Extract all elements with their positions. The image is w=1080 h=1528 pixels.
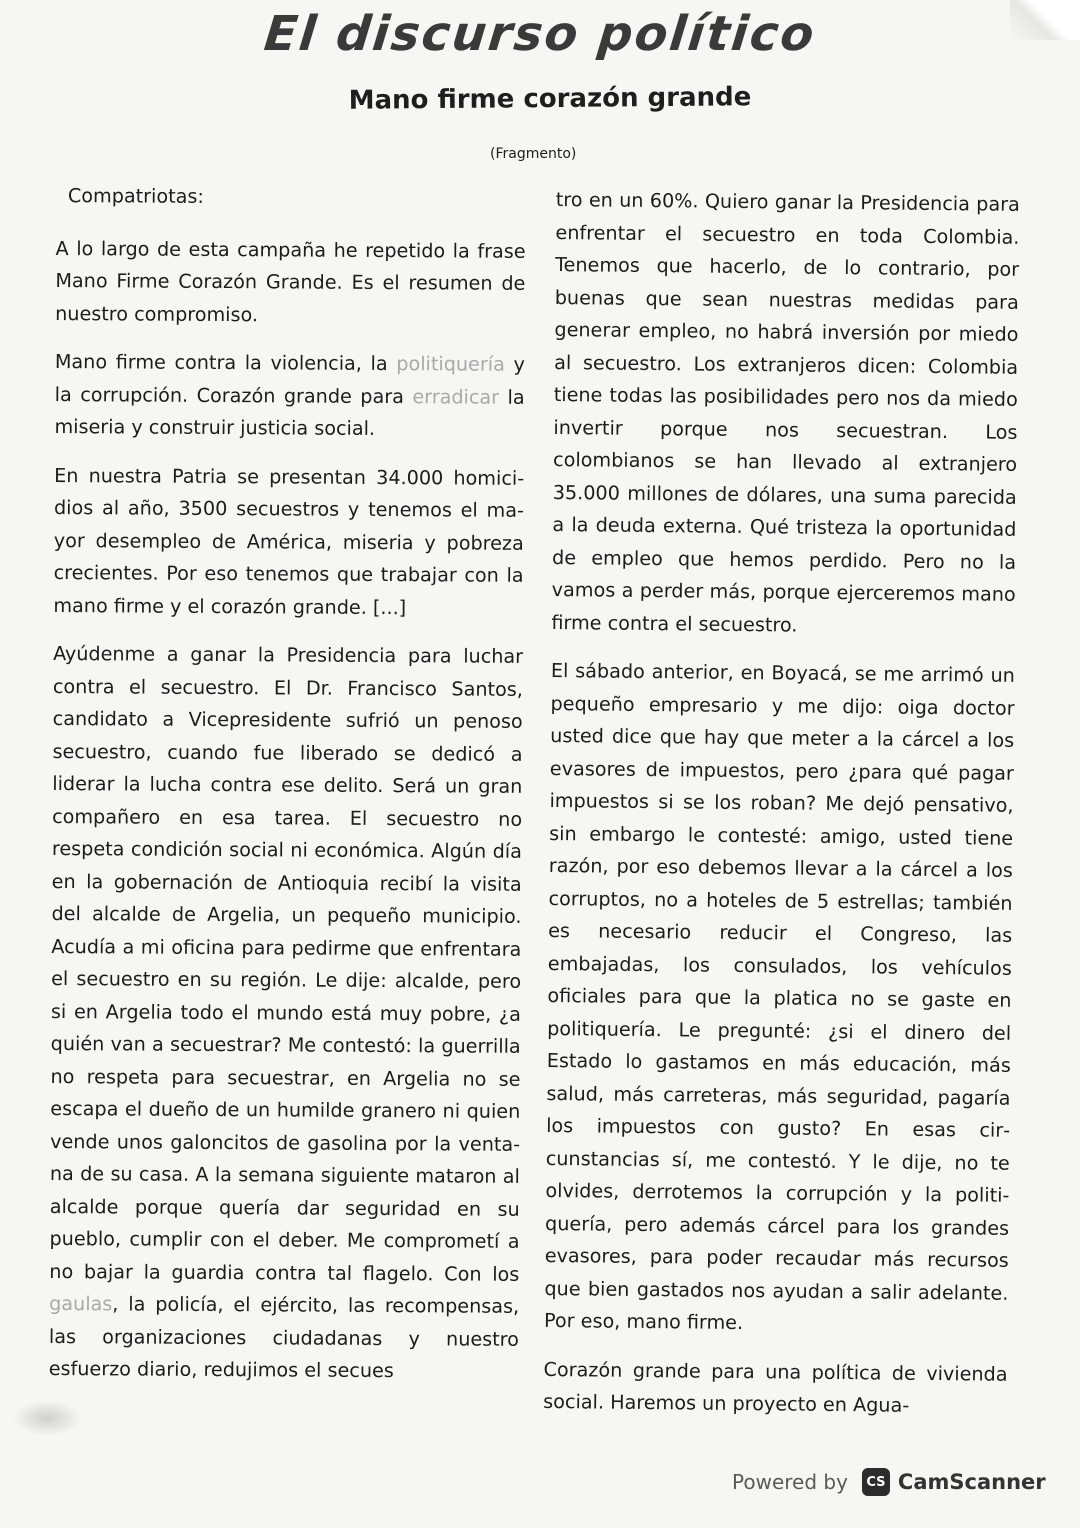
text-segment: y la corrupción. Corazón grande para [54, 352, 525, 408]
powered-by-label: Powered by [732, 1470, 848, 1494]
paragraph-boyaca: El sábado anterior, en Boyacá, se me arrimó un pequeño empresario y me dijo: oiga doctor usted dice que hay que meter a la cárcel a los evasores de impuestos, pero ¿para qué pagar impuestos si se los roban? Me dejó pensativo, sin embargo le contesté: amigo, usted tiene razón, por eso debemos llevar a la cárcel a los corruptos, no a hoteles de 5 estrellas; también es necesario reducir el Congreso, las embajadas, los consulados, los vehículos oficiales para que la platica no se gaste en politiquería. Le pregunté: ¿si el dinero del Estado lo gastamos en más educación, más salud, más carreteras, más seguridad, pagaría los impuestos con gusto? En esas circunstancias sí, me contestó. Y le dije, no te olvides, derrotemos la corrupción y la politiquería, pero además cárcel para los grandes evasores, para poder recaudar más recursos que bien gastados nos ayudan a salir adelante. Por eso, mano firme. [543, 658, 1016, 1335]
camscanner-watermark [732, 1468, 1046, 1496]
paragraph-campaign-phrase: A lo largo de esta campaña he repetido la frase Mano Firme Corazón Grande. Es el resumen de nuestro compromiso. [55, 236, 526, 326]
right-column [543, 184, 1020, 1439]
paragraph-statistics: En nuestra Patria se presentan 34.000 homicidios al año, 3500 secuestros y tenemos el mayor desempleo de América, miseria y pobreza crecientes. Por eso tenemos que trabajar con la mano firme y el corazón grande. [...] [53, 463, 525, 619]
text-segment: , la policía, el ejército, las recompensas, las organizaciones ciudadanas y nuestro esfuerzo diario, redujimos el secues [48, 1292, 520, 1383]
faded-word: gaulas [49, 1291, 113, 1316]
page-title: El discurso político [261, 6, 819, 62]
text-segment: Mano firme contra la violencia, la [54, 349, 397, 376]
faded-word: politiquería [396, 352, 505, 376]
text-segment: Ayúdenme a ganar la Presidencia para luchar contra el secuestro. El Dr. Francisco Santos, candidato a Vicepresidente sufrió un penoso secuestro, cuando fue liberado se dedicó a liderar la lucha contra ese delito. Será un gran compañero en esa tarea. El secuestro no respeta condición social ni económica. Algún día en la gobernación de Antioquia recibí la visita del alcalde de Argelia, un pequeño municipio. Acudía a mi oficina para pedirme que enfrentara el secuestro en su región. Le dije: alcalde, pero si en Argelia todo el mundo está muy pobre, ¿a quién van a secuestrar? Me contestó: la guerrilla no respeta para secuestrar, en Argelia no se escapa el dueño de un humilde granero ni quien vende unos galoncitos de gasolina por la ventana de su casa. A la semana siguiente mataron al alcalde porque quería dar seguridad en su pueblo, cumplir con el deber. Me comprometí a no bajar la guardia contra tal flagelo. Con los [49, 641, 524, 1286]
speech-title: Mano firme corazón grande [348, 82, 752, 116]
paragraph-mano-firme [54, 346, 525, 446]
left-column [49, 180, 526, 1404]
camscanner-logo [862, 1468, 1046, 1496]
fragment-label: (Fragmento) [490, 146, 577, 162]
paragraph-secuestro [49, 638, 524, 1388]
text-segment: la miseria y construir justicia social. [54, 385, 525, 440]
camscanner-brand: CamScanner [897, 1470, 1046, 1494]
paragraph-continuation: tro en un 60%. Quiero ganar la Presidencia para enfrentar el secuestro en toda Colombia. Tenemos que hacerlo, de lo contrario, por buenas que sean nuestras medidas para generar empleo, no habrá inversión por miedo al secuestro. Los extranjeros dicen: Colombia tiene todas las posibilidades pero nos da miedo invertir porque nos secuestran. Los colombianos se han llevado al extranjero 35.000 millones de dólares, una suma parecida a la deuda externa. Qué tristeza la oportunidad de empleo que hemos perdido. Pero no la vamos a perder más, porque ejerceremos mano firme contra el secuestro. [551, 187, 1020, 637]
salutation: Compatriotas: [67, 184, 204, 208]
scan-smudge [12, 1400, 82, 1436]
paragraph-vivienda: Corazón grande para una política de vivienda social. Haremos un proyecto en Agua- [543, 1357, 1008, 1417]
camscanner-badge-icon: CS [862, 1468, 890, 1496]
faded-word: erradicar [412, 384, 500, 409]
